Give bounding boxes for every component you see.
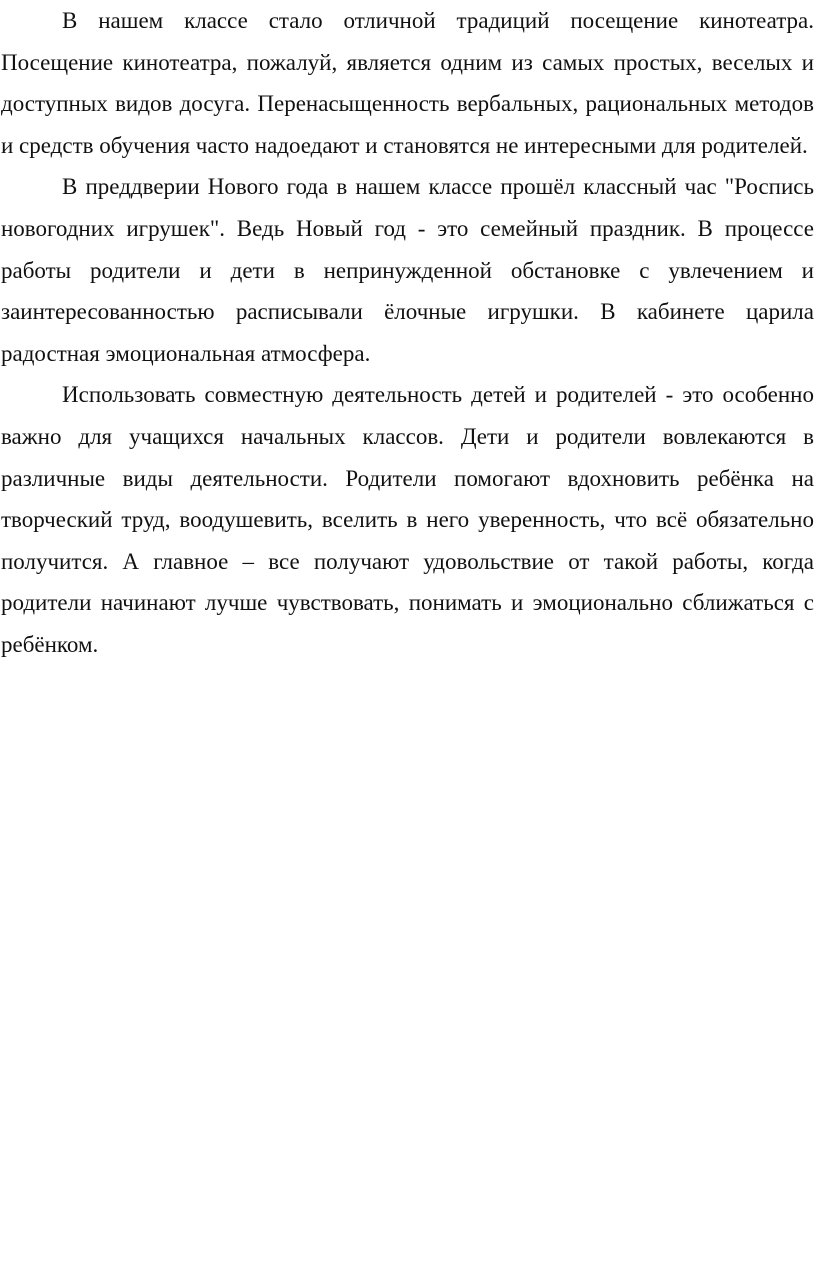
paragraph-new-year-toys: В преддверии Нового года в нашем классе прошёл классный час "Роспись новогодних игрушек". Ведь Новый год - это семейный праздник. В процессе работы родители и дети в непринужденной обстановке с увлечением и заинтересованностью расписывали ёлочные игрушки. В кабинете царила радостная эмоциональная атмосфера. <box>1 174 814 366</box>
paragraph-joint-activity: Использовать совместную деятельность детей и родителей - это особенно важно для учащихся начальных классов. Дети и родители вовлекаются в различные виды деятельности. Родители помогают вдохновить ребёнка на творческий труд, воодушевить, вселить в него уверенность, что всё обязательно получится. А главное – все получают удовольствие от такой работы, когда родители начинают лучше чувствовать, понимать и эмоционально сближаться с ребёнком. <box>1 382 814 657</box>
document-body <box>1 0 814 666</box>
paragraph-cinema: В нашем классе стало отличной традиций посещение кинотеатра. Посещение кинотеатра, пожалуй, является одним из самых простых, веселых и доступных видов досуга. Перенасыщенность вербальных, рациональных методов и средств обучения часто надоедают и становятся не интересными для родителей. <box>1 8 814 158</box>
